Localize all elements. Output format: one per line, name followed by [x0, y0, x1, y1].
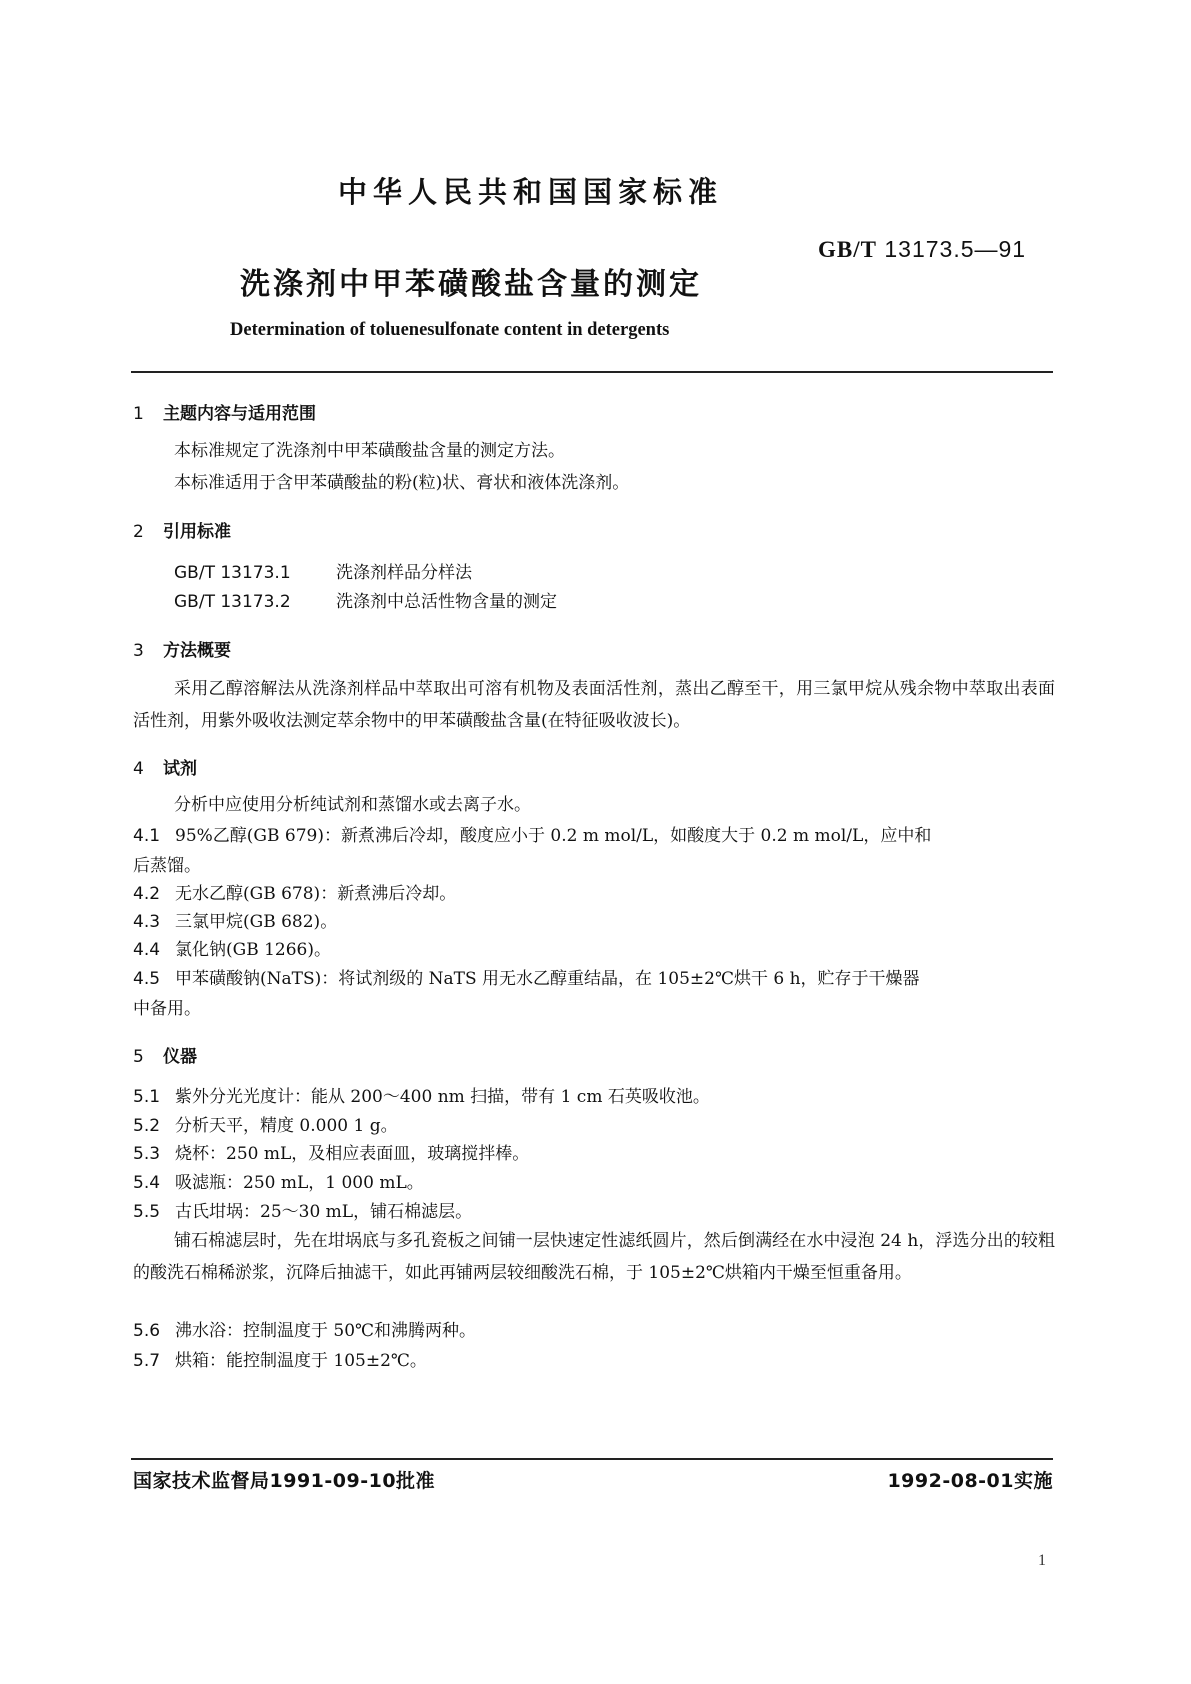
reagent-item — [133, 968, 920, 990]
section-1-heading — [133, 399, 316, 424]
approval-date: 国家技术监督局1991-09-10批准 — [133, 1470, 436, 1492]
footer-divider — [131, 1458, 1053, 1460]
section-1-line-1: 本标准规定了洗涤剂中甲苯磺酸盐含量的测定方法。 — [174, 441, 565, 461]
page-number: 1 — [1038, 1552, 1046, 1569]
reagent-item-continuation: 中备用。 — [133, 999, 201, 1019]
item-number: 4.2 — [133, 884, 161, 904]
item-text: 氯化钠(GB 1266)。 — [175, 940, 332, 960]
section-5-heading — [133, 1042, 197, 1067]
section-number: 3 — [133, 641, 144, 661]
item-text: 无水乙醇(GB 678)：新煮沸后冷却。 — [175, 884, 457, 904]
item-text: 95%乙醇(GB 679)：新煮沸后冷却，酸度应小于 0.2 m mol/L，如酸度大于 0.2 m mol/L，应中和 — [175, 826, 932, 846]
item-number: 4.5 — [133, 969, 161, 989]
national-standard-heading: 中华人民共和国国家标准 — [337, 175, 723, 209]
item-text: 紫外分光光度计：能从 200～400 nm 扫描，带有 1 cm 石英吸收池。 — [175, 1087, 710, 1107]
section-2-heading — [133, 517, 231, 542]
item-number: 4.1 — [133, 826, 161, 846]
document-title-cn: 洗涤剂中甲苯磺酸盐含量的测定 — [240, 267, 702, 302]
item-text: 分析天平，精度 0.000 1 g。 — [175, 1116, 398, 1136]
section-number: 4 — [133, 759, 144, 779]
instrument-item — [133, 1086, 710, 1108]
instrument-item — [133, 1350, 427, 1372]
item-number: 5.7 — [133, 1351, 161, 1371]
section-4-heading — [133, 754, 197, 779]
reference-code: GB/T 13173.1 — [174, 563, 291, 583]
reference-item — [174, 562, 472, 584]
item-number: 5.6 — [133, 1321, 161, 1341]
item-text: 沸水浴：控制温度于 50℃和沸腾两种。 — [175, 1321, 477, 1341]
section-number: 5 — [133, 1047, 144, 1067]
section-3-heading — [133, 636, 231, 661]
reagent-item — [133, 911, 337, 933]
instrument-item — [133, 1143, 529, 1165]
standard-number — [818, 236, 1026, 263]
item-text: 甲苯磺酸钠(NaTS)：将试剂级的 NaTS 用无水乙醇重结晶，在 105±2℃烘干 6 h，贮存于干燥器 — [175, 969, 920, 989]
reagent-item — [133, 939, 331, 961]
item-number: 5.4 — [133, 1173, 161, 1193]
reference-item — [174, 591, 557, 613]
reagent-item-continuation: 后蒸馏。 — [133, 856, 201, 876]
reference-name: 洗涤剂样品分样法 — [336, 563, 472, 583]
section-title: 主题内容与适用范围 — [163, 404, 316, 424]
instrument-note-paragraph: 铺石棉滤层时，先在坩埚底与多孔瓷板之间铺一层快速定性滤纸圆片，然后倒满经在水中浸泡 24 h，浮选分出的较粗的酸洗石棉稀淤浆，沉降后抽滤干，如此再铺两层较细酸洗石棉，于 105±2℃烘箱内干燥至恒重备用。 — [133, 1231, 1055, 1283]
effective-date: 1992-08-01实施 — [887, 1470, 1053, 1492]
reference-code: GB/T 13173.2 — [174, 592, 291, 612]
section-title: 仪器 — [163, 1047, 197, 1067]
instrument-item — [133, 1320, 476, 1342]
header-divider — [131, 371, 1053, 373]
instrument-item — [133, 1115, 398, 1137]
standard-number-value: 13173.5—91 — [884, 236, 1027, 262]
item-number: 5.3 — [133, 1144, 161, 1164]
section-4-intro: 分析中应使用分析纯试剂和蒸馏水或去离子水。 — [174, 795, 531, 815]
item-number: 4.3 — [133, 912, 161, 932]
item-text: 吸滤瓶：250 mL，1 000 mL。 — [175, 1173, 424, 1193]
instrument-item — [133, 1172, 424, 1194]
item-text: 烘箱：能控制温度于 105±2℃。 — [175, 1351, 427, 1371]
item-number: 5.1 — [133, 1087, 161, 1107]
section-3-paragraph: 采用乙醇溶解法从洗涤剂样品中萃取出可溶有机物及表面活性剂，蒸出乙醇至干，用三氯甲烷从残余物中萃取出表面活性剂，用紫外吸收法测定萃余物中的甲苯磺酸盐含量(在特征吸收波长)。 — [133, 679, 1055, 731]
reference-name: 洗涤剂中总活性物含量的测定 — [336, 592, 557, 612]
item-text: 古氏坩埚：25～30 mL，铺石棉滤层。 — [175, 1202, 473, 1222]
reagent-item — [133, 883, 456, 905]
instrument-item — [133, 1201, 472, 1223]
document-title-en: Determination of toluenesulfonate content in detergents — [230, 320, 670, 340]
item-number: 4.4 — [133, 940, 161, 960]
section-1-line-2: 本标准适用于含甲苯磺酸盐的粉(粒)状、膏状和液体洗涤剂。 — [174, 473, 630, 493]
item-text: 三氯甲烷(GB 682)。 — [175, 912, 338, 932]
section-number: 2 — [133, 522, 144, 542]
standard-prefix: GB/T — [818, 237, 877, 262]
section-title: 引用标准 — [163, 522, 231, 542]
reagent-item — [133, 825, 931, 847]
section-title: 试剂 — [163, 759, 197, 779]
section-title: 方法概要 — [163, 641, 231, 661]
item-number: 5.2 — [133, 1116, 161, 1136]
item-number: 5.5 — [133, 1202, 161, 1222]
section-number: 1 — [133, 404, 144, 424]
item-text: 烧杯：250 mL，及相应表面皿，玻璃搅拌棒。 — [175, 1144, 530, 1164]
